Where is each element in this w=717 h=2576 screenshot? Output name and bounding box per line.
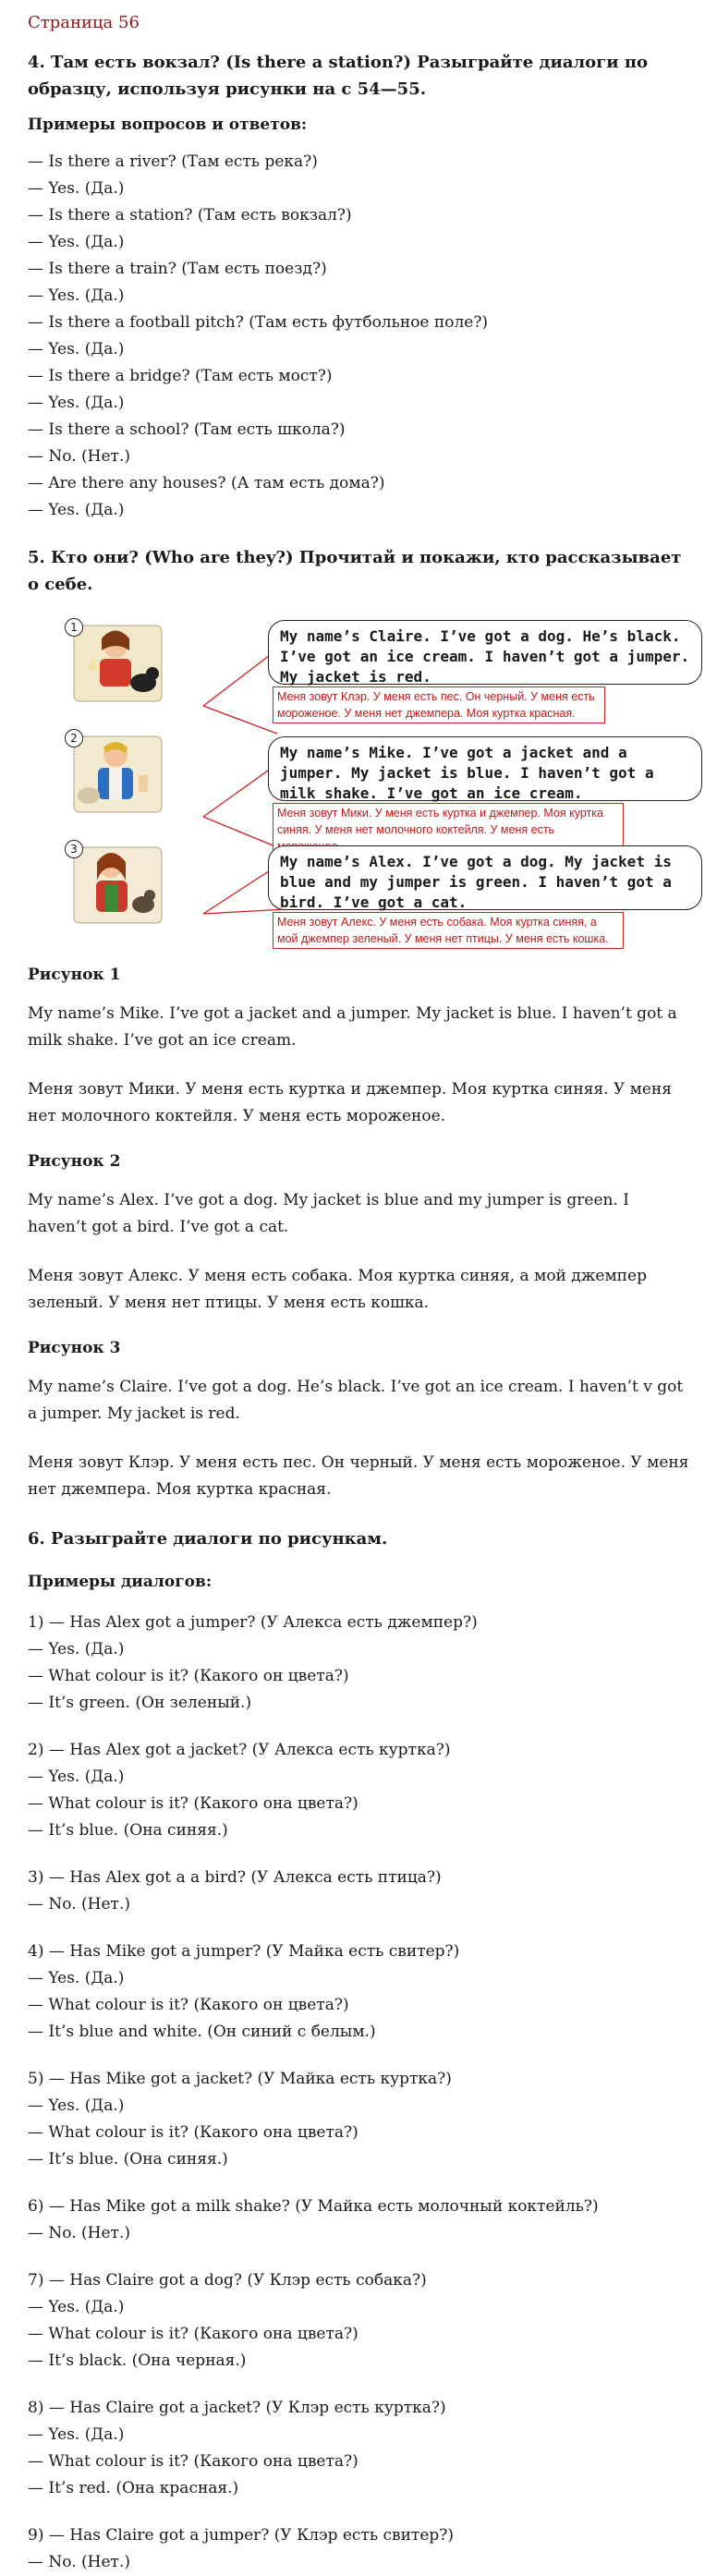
dialog-line: 6) — Has Mike got a milk shake? (У Майка есть молочный коктейль?) bbox=[28, 2197, 599, 2216]
dialog-line: — Yes. (Да.) bbox=[28, 179, 125, 198]
dialog-line: — No. (Нет.) bbox=[28, 2224, 130, 2242]
dialog-line: — Yes. (Да.) bbox=[28, 1969, 125, 1987]
dialog-line: — Yes. (Да.) bbox=[28, 340, 125, 358]
picture-2-title: Рисунок 2 bbox=[28, 1152, 121, 1171]
dialog-line: — Is there a football pitch? (Там есть футбольное поле?) bbox=[28, 313, 489, 332]
dialog-line: — No. (Нет.) bbox=[28, 1895, 130, 1914]
dialog-line: — It’s green. (Он зеленый.) bbox=[28, 1694, 252, 1712]
number-marker: 2 bbox=[65, 729, 83, 747]
picture-1-english: My name’s Mike. I’ve got a jacket and a jumper. My jacket is blue. I haven’t got a milk shake. I’ve got an ice cream. bbox=[28, 1004, 677, 1050]
picture-alex bbox=[65, 840, 166, 928]
translation-box: Меня зовут Клэр. У меня есть пес. Он черный. У меня есть мороженое. У меня нет джемпера. Моя куртка красная. bbox=[273, 687, 605, 723]
picture-claire bbox=[65, 618, 166, 706]
dialog-line: — Yes. (Да.) bbox=[28, 2298, 125, 2316]
speech-bubble-illustration bbox=[65, 618, 702, 945]
task4-lines bbox=[28, 149, 689, 524]
dialog-line: — What colour is it? (Какого он цвета?) bbox=[28, 1996, 349, 2014]
picture-1-russian: Меня зовут Мики. У меня есть куртка и джемпер. Моя куртка синяя. У меня нет молочного коктейля. У меня есть мороженое. bbox=[28, 1080, 672, 1125]
dialog-line: 4) — Has Mike got a jumper? (У Майка есть свитер?) bbox=[28, 1942, 460, 1961]
dialog-line: — What colour is it? (Какого она цвета?) bbox=[28, 2452, 358, 2471]
translation-box: Меня зовут Алекс. У меня есть собака. Моя куртка синяя, а мой джемпер зеленый. У меня нет птицы. У меня есть кошка. bbox=[273, 912, 624, 949]
dialog-line: 2) — Has Alex got a jacket? (У Алекса есть куртка?) bbox=[28, 1741, 451, 1759]
dialog-line: — Is there a station? (Там есть вокзал?) bbox=[28, 206, 352, 225]
dialog-line: — Is there a school? (Там есть школа?) bbox=[28, 420, 346, 439]
number-marker: 1 bbox=[65, 618, 83, 637]
dialog-line: — It’s blue. (Она синяя.) bbox=[28, 1821, 228, 1840]
task4-heading: 4. Там есть вокзал? (Is there a station?) Разыграйте диалоги по образцу, используя рисунки на с 54—55. bbox=[28, 53, 649, 99]
dialog-1 bbox=[28, 1610, 689, 1717]
dialog-line: — It’s red. (Она красная.) bbox=[28, 2479, 239, 2497]
dialog-line: — Is there a train? (Там есть поезд?) bbox=[28, 260, 327, 278]
picture-1-title: Рисунок 1 bbox=[28, 966, 121, 984]
dialog-4 bbox=[28, 1938, 689, 2046]
dialog-line: — Yes. (Да.) bbox=[28, 286, 125, 305]
dialog-line: 9) — Has Claire got a jumper? (У Клэр есть свитер?) bbox=[28, 2526, 455, 2545]
dialog-line: 8) — Has Claire got a jacket? (У Клэр есть куртка?) bbox=[28, 2399, 446, 2417]
dialog-7 bbox=[28, 2267, 689, 2375]
picture-mike bbox=[65, 729, 166, 817]
task4-subheading: Примеры вопросов и ответов: bbox=[28, 115, 308, 134]
dialog-2 bbox=[28, 1737, 689, 1844]
picture-3-russian: Меня зовут Клэр. У меня есть пес. Он черный. У меня есть мороженое. У меня нет джемпера. Моя куртка красная. bbox=[28, 1453, 689, 1499]
dialog-9 bbox=[28, 2522, 689, 2576]
dialog-line: — What colour is it? (Какого она цвета?) bbox=[28, 1794, 358, 1813]
dialog-line: — What colour is it? (Какого он цвета?) bbox=[28, 1667, 349, 1685]
dialog-line: 1) — Has Alex got a jumper? (У Алекса есть джемпер?) bbox=[28, 1613, 478, 1632]
speech-bubble: My name’s Mike. I’ve got a jacket and a jumper. My jacket is blue. I haven’t got a milk shake. I’ve got an ice cream. bbox=[268, 736, 702, 801]
dialog-line: — Is there a river? (Там есть река?) bbox=[28, 152, 318, 171]
dialog-line: — Yes. (Да.) bbox=[28, 394, 125, 412]
dialog-line: — Are there any houses? (А там есть дома?) bbox=[28, 474, 385, 492]
dialog-line: — What colour is it? (Какого она цвета?) bbox=[28, 2123, 358, 2142]
task6-heading: 6. Разыграйте диалоги по рисункам. bbox=[28, 1529, 388, 1549]
page-number: Страница 56 bbox=[28, 13, 140, 32]
picture-2-russian: Меня зовут Алекс. У меня есть собака. Моя куртка синяя, а мой джемпер зеленый. У меня нет птицы. У меня есть кошка. bbox=[28, 1267, 647, 1312]
dialog-line: — It’s black. (Она черная.) bbox=[28, 2351, 247, 2370]
dialog-6 bbox=[28, 2193, 689, 2247]
dialog-line: 7) — Has Claire got a dog? (У Клэр есть собака?) bbox=[28, 2271, 427, 2290]
task6-subheading: Примеры диалогов: bbox=[28, 1573, 213, 1591]
speech-bubble: My name’s Claire. I’ve got a dog. He’s black. I’ve got an ice cream. I haven’t got a jumper. My jacket is red. bbox=[268, 620, 702, 685]
picture-2-english: My name’s Alex. I’ve got a dog. My jacket is blue and my jumper is green. I haven’t got a bird. I’ve got a cat. bbox=[28, 1191, 629, 1236]
dialog-line: — Yes. (Да.) bbox=[28, 1640, 125, 1659]
dialog-line: — What colour is it? (Какого она цвета?) bbox=[28, 2325, 358, 2343]
speech-bubble: My name’s Alex. I’ve got a dog. My jacket is blue and my jumper is green. I haven’t got a bird. I’ve got a cat. bbox=[268, 845, 702, 910]
task5-heading: 5. Кто они? (Who are they?) Прочитай и покажи, кто рассказывает о себе. bbox=[28, 548, 682, 594]
dialog-line: 3) — Has Alex got a a bird? (У Алекса есть птица?) bbox=[28, 1868, 442, 1887]
dialog-line: — Yes. (Да.) bbox=[28, 501, 125, 519]
dialog-line: — It’s blue. (Она синяя.) bbox=[28, 2150, 228, 2169]
dialog-line: — Yes. (Да.) bbox=[28, 2425, 125, 2444]
dialog-line: — Yes. (Да.) bbox=[28, 1768, 125, 1786]
picture-3-english: My name’s Claire. I’ve got a dog. He’s black. I’ve got an ice cream. I haven’t v got a jumper. My jacket is red. bbox=[28, 1378, 684, 1423]
translation-box: Меня зовут Мики. У меня есть куртка и джемпер. Моя куртка синяя. У меня нет молочного коктейля. У меня есть bbox=[273, 803, 624, 857]
picture-3-title: Рисунок 3 bbox=[28, 1339, 121, 1357]
dialog-8 bbox=[28, 2395, 689, 2502]
dialog-line: — It’s blue and white. (Он синий с белым.) bbox=[28, 2023, 376, 2041]
dialog-line: — Yes. (Да.) bbox=[28, 2096, 125, 2115]
dialog-5 bbox=[28, 2066, 689, 2173]
dialog-line: — No. (Нет.) bbox=[28, 2553, 130, 2571]
dialog-line: — No. (Нет.) bbox=[28, 447, 130, 466]
dialog-line: — Is there a bridge? (Там есть мост?) bbox=[28, 367, 333, 385]
number-marker: 3 bbox=[65, 840, 83, 858]
dialog-line: — Yes. (Да.) bbox=[28, 233, 125, 251]
dialog-line: 5) — Has Mike got a jacket? (У Майка есть куртка?) bbox=[28, 2070, 452, 2088]
dialog-3 bbox=[28, 1865, 689, 1918]
